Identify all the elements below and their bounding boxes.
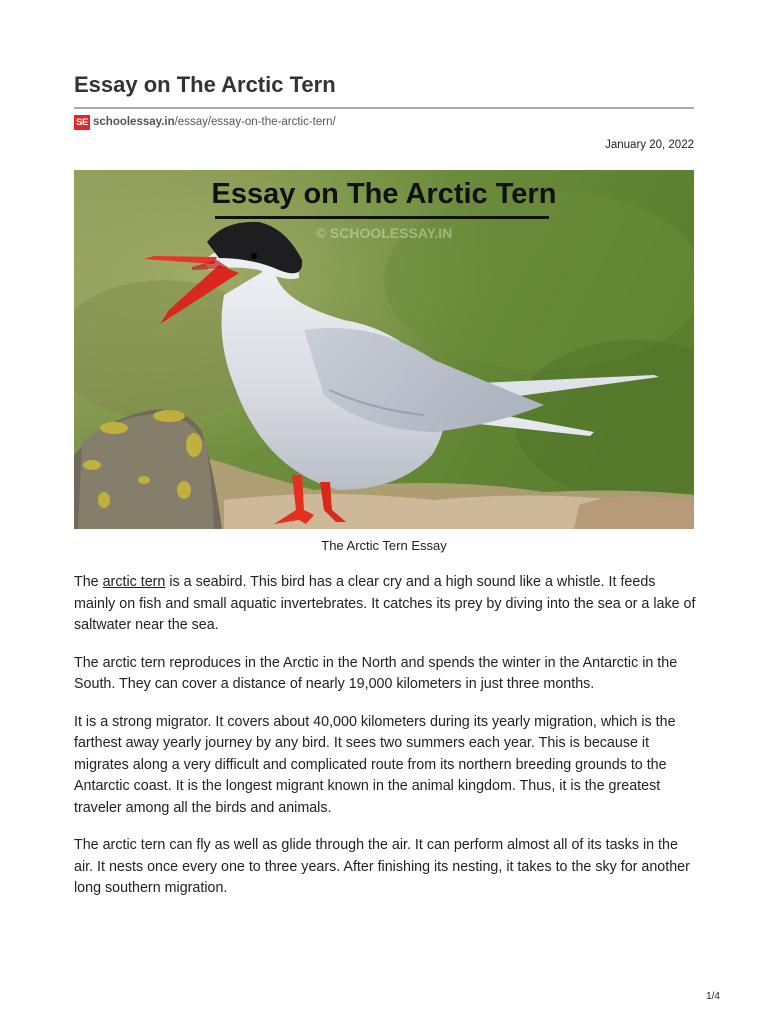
publish-date: January 20, 2022: [605, 139, 694, 151]
paragraph-1-lead: The: [74, 574, 103, 590]
source-line: [74, 114, 336, 130]
page-number: 1/4: [706, 991, 720, 1002]
source-domain: schoolessay.in: [93, 116, 175, 128]
title-divider: [74, 107, 694, 109]
paragraph-1: [74, 572, 696, 637]
image-caption: The Arctic Tern Essay: [321, 538, 447, 553]
paragraph-3: It is a strong migrator. It covers about 40,000 kilometers during its yearly migration, which is the farthest away yearly journey by any bird. It sees two summers each year. This is because it migrates along a very difficult and complicated route from its northern breeding grounds to the Antarctic coast. It is the longest migrant known in the animal kingdom. Thus, it is the greatest traveler among all the birds and animals.: [74, 713, 676, 816]
hero-image: [74, 170, 694, 529]
arctic-tern-photo: [74, 170, 694, 529]
source-link[interactable]: [93, 116, 336, 128]
hero-watermark: © SCHOOLESSAY.IN: [315, 225, 453, 241]
source-path: /essay/essay-on-the-arctic-tern/: [174, 116, 336, 128]
paragraph-4: The arctic tern can fly as well as glide through the air. It can perform almost all of its tasks in the air. It nests once every one to three years. After finishing its nesting, it takes to the sky for another long southern migration.: [74, 837, 690, 896]
article-body: [74, 572, 696, 916]
arctic-tern-link[interactable]: arctic tern: [102, 574, 166, 590]
paragraph-1-rest: is a seabird. This bird has a clear cry and a high sound like a whistle. It feeds mainly on fish and small aquatic invertebrates. It catches its prey by diving into the sea or a lake of saltwater near the sea.: [74, 574, 696, 633]
paragraph-2: The arctic tern reproduces in the Arctic in the North and spends the winter in the Antarctic in the South. They can cover a distance of nearly 19,000 kilometers in just three months.: [74, 654, 678, 692]
hero-title-underline: [215, 216, 549, 219]
hero-overlay-title: Essay on The Arctic Tern: [211, 178, 557, 210]
site-favicon-icon: SE: [75, 116, 89, 128]
page-title: Essay on The Arctic Tern: [74, 72, 336, 97]
